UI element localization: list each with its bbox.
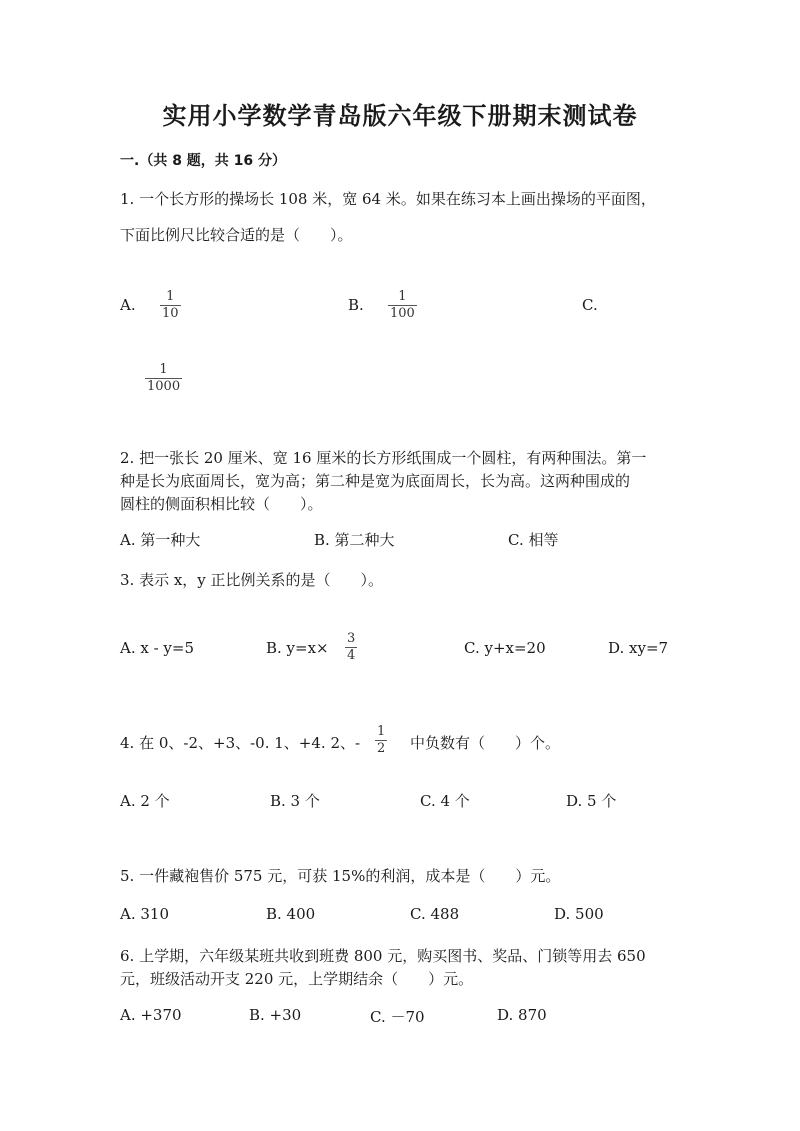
- q2-option-a: A. 第一种大: [120, 531, 201, 549]
- q5-option-a: A. 310: [120, 905, 169, 923]
- q3-option-a: A. x - y=5: [120, 639, 195, 657]
- q6-stem-line-2: 元，班级活动开支 220 元，上学期结余（ ）元。: [120, 970, 474, 988]
- q6-stem-line-1: 6. 上学期，六年级某班共收到班费 800 元，购买图书、奖品、门锁等用去 650: [120, 947, 646, 965]
- q3-option-b-text: B. y=x×: [266, 639, 329, 657]
- q2-option-c: C. 相等: [508, 531, 559, 549]
- q1-option-c-fraction: [145, 363, 182, 395]
- fraction-denominator: 100: [390, 306, 415, 322]
- q3-option-b-fraction: [345, 632, 357, 664]
- q4-option-a: A. 2 个: [120, 792, 170, 810]
- q2-stem-line-2: 种是长为底面周长，宽为高；第二种是宽为底面周长，长为高。这两种围成的: [120, 472, 631, 490]
- fraction-numerator: 1: [377, 724, 386, 739]
- q1-option-b-fraction: [388, 290, 417, 322]
- q1-option-c-label: C.: [582, 296, 598, 314]
- q4-fraction: [375, 725, 387, 757]
- q4-stem-prefix: 4. 在 0、-2、+3、-0. 1、+4. 2、-: [120, 734, 361, 752]
- fraction-numerator: 1: [166, 289, 175, 304]
- q4-option-b: B. 3 个: [270, 792, 320, 810]
- fraction-numerator: 3: [347, 631, 356, 646]
- q3-option-c: C. y+x=20: [464, 639, 546, 657]
- q2-stem-line-3: 圆柱的侧面积相比较（ ）。: [120, 495, 323, 513]
- q1-stem-line-2: 下面比例尺比较合适的是（ ）。: [120, 226, 353, 244]
- q4-stem-suffix: 中负数有（ ）个。: [410, 734, 561, 752]
- fraction-numerator: 1: [398, 289, 407, 304]
- q6-option-a: A. +370: [120, 1006, 182, 1024]
- q1-option-a-label: A.: [120, 296, 136, 314]
- q2-option-b: B. 第二种大: [314, 531, 395, 549]
- fraction-denominator: 10: [162, 306, 179, 322]
- q1-option-a-fraction: [160, 290, 181, 322]
- q5-option-d: D. 500: [554, 905, 604, 923]
- q2-stem-line-1: 2. 把一张长 20 厘米、宽 16 厘米的长方形纸围成一个圆柱，有两种围法。第一: [120, 449, 647, 467]
- q4-option-d: D. 5 个: [566, 792, 617, 810]
- q5-option-b: B. 400: [266, 905, 316, 923]
- q1-option-b-label: B.: [348, 296, 364, 314]
- section-heading: 一.（共 8 题，共 16 分）: [120, 153, 287, 169]
- fraction-denominator: 2: [377, 741, 386, 757]
- q4-option-c: C. 4 个: [420, 792, 470, 810]
- q5-option-c: C. 488: [410, 905, 460, 923]
- q3-option-d: D. xy=7: [608, 639, 669, 657]
- q6-option-c: C. －70: [370, 1008, 425, 1026]
- page-title: 实用小学数学青岛版六年级下册期末测试卷: [162, 102, 638, 130]
- fraction-numerator: 1: [159, 362, 168, 377]
- q1-stem-line-1: 1. 一个长方形的操场长 108 米，宽 64 米。如果在练习本上画出操场的平面图，: [120, 190, 656, 208]
- q6-option-d: D. 870: [497, 1006, 547, 1024]
- fraction-denominator: 1000: [147, 379, 181, 395]
- q5-stem: 5. 一件藏袍售价 575 元，可获 15%的利润，成本是（ ）元。: [120, 867, 561, 885]
- q3-stem: 3. 表示 x，y 正比例关系的是（ ）。: [120, 571, 384, 589]
- q6-option-b: B. +30: [249, 1006, 302, 1024]
- fraction-denominator: 4: [347, 648, 356, 664]
